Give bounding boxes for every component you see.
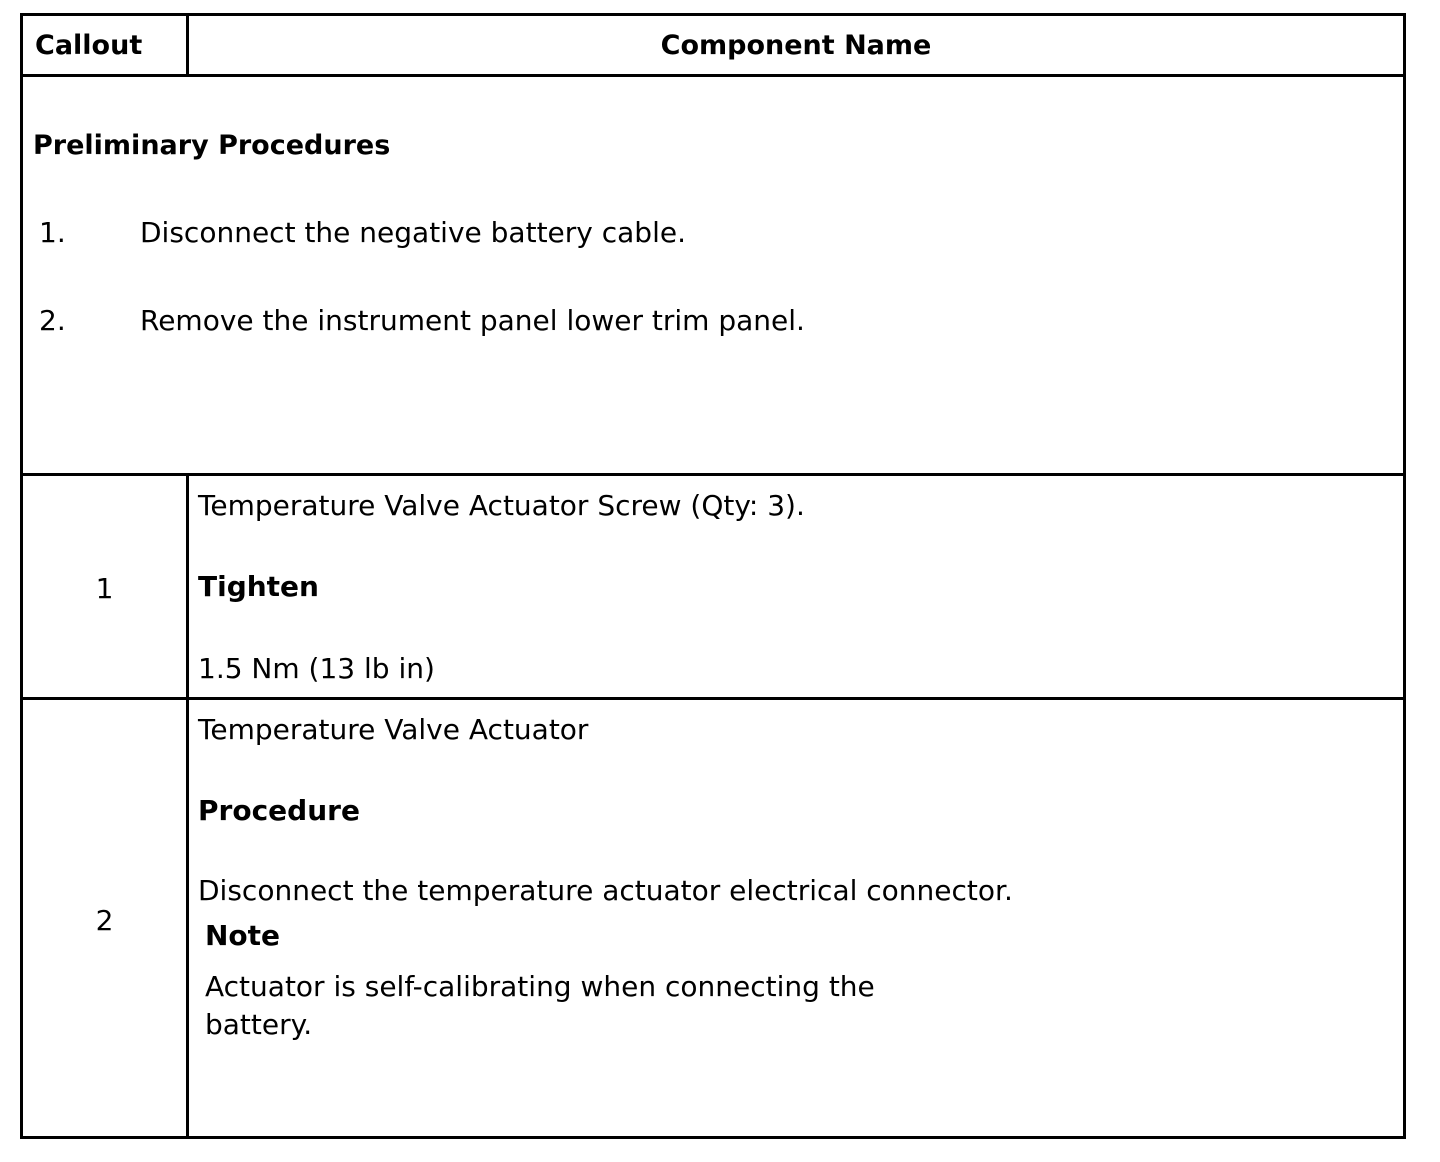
step-text: Remove the instrument panel lower trim panel. — [140, 304, 805, 337]
action-label: Tighten — [198, 570, 319, 603]
procedure-step: Disconnect the temperature actuator electrical connector. — [198, 874, 1013, 907]
component-table — [20, 13, 1406, 1139]
callout-number: 1 — [95, 572, 114, 605]
torque-value: 1.5 Nm (13 lb in) — [198, 652, 435, 685]
callout-number: 2 — [95, 904, 114, 937]
header-component-name: Component Name — [660, 30, 932, 61]
action-label: Procedure — [198, 794, 360, 827]
note-text: Actuator is self-calibrating when connecting the battery. — [205, 970, 875, 1041]
step-text: Disconnect the negative battery cable. — [140, 216, 686, 249]
header-divider — [23, 74, 1403, 77]
preliminary-title: Preliminary Procedures — [33, 130, 391, 161]
step-number: 2. — [39, 304, 66, 337]
step-number: 1. — [39, 216, 66, 249]
preliminary-divider — [23, 473, 1403, 476]
header-callout: Callout — [35, 30, 143, 61]
row-divider — [23, 697, 1403, 700]
component-name: Temperature Valve Actuator Screw (Qty: 3). — [198, 489, 805, 522]
column-divider-body — [186, 473, 189, 1139]
component-name: Temperature Valve Actuator — [198, 713, 589, 746]
note-label: Note — [205, 919, 281, 952]
